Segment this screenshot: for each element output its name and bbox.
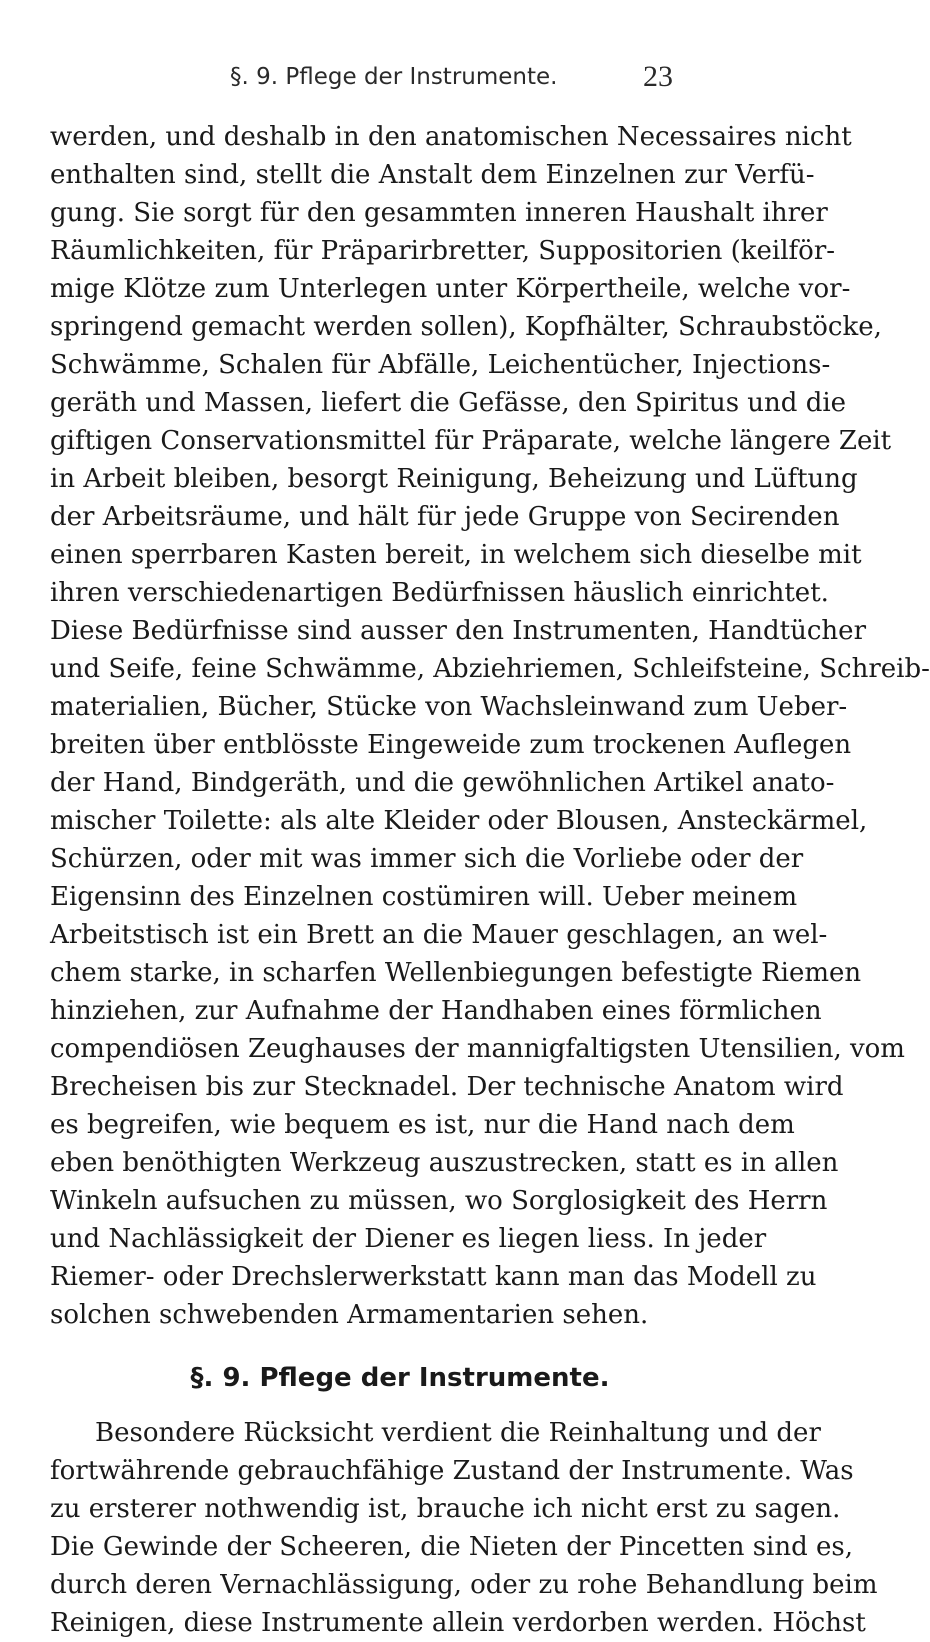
text-line: hinziehen, zur Aufnahme der Handhaben eines förmlichen [50, 996, 822, 1026]
text-line: und Seife, feine Schwämme, Abziehriemen, Schleifsteine, Schreib- [50, 654, 930, 684]
text-line: gung. Sie sorgt für den gesammten inneren Haushalt ihrer [50, 198, 828, 228]
running-header [0, 60, 800, 100]
text-line: durch deren Vernachlässigung, oder zu rohe Behandlung beim [50, 1570, 878, 1600]
text-line: giftigen Conservationsmittel für Präparate, welche längere Zeit [50, 426, 892, 456]
page-number: 23 [643, 60, 673, 93]
text-line: springend gemacht werden sollen), Kopfhälter, Schraubstöcke, [50, 312, 882, 342]
paragraph-2 [50, 1414, 878, 1642]
text-line: solchen schwebenden Armamentarien sehen. [50, 1300, 649, 1330]
text-line: Winkeln aufsuchen zu müssen, wo Sorglosigkeit des Herrn [50, 1186, 828, 1216]
text-line: fortwährende gebrauchfähige Zustand der Instrumente. Was [50, 1456, 854, 1486]
text-line: Eigensinn des Einzelnen costümiren will. Ueber meinem [50, 882, 798, 912]
text-line: ihren verschiedenartigen Bedürfnissen häuslich einrichtet. [50, 578, 829, 608]
text-line: Schwämme, Schalen für Abfälle, Leichentücher, Injections- [50, 350, 831, 380]
text-line: eben benöthigten Werkzeug auszustrecken, statt es in allen [50, 1148, 839, 1178]
text-line: und Nachlässigkeit der Diener es liegen liess. In jeder [50, 1224, 767, 1254]
running-title: §. 9. Pflege der Instrumente. [230, 64, 558, 90]
text-line: der Hand, Bindgeräth, und die gewöhnlichen Artikel anato- [50, 768, 835, 798]
text-line: Reinigen, diese Instrumente allein verdorben werden. Höchst [50, 1608, 866, 1638]
text-line: Diese Bedürfnisse sind ausser den Instrumenten, Handtücher [50, 616, 866, 646]
text-line: mischer Toilette: als alte Kleider oder Blousen, Ansteckärmel, [50, 806, 868, 836]
text-line: Schürzen, oder mit was immer sich die Vorliebe oder der [50, 844, 804, 874]
section-heading: §. 9. Pflege der Instrumente. [190, 1363, 610, 1393]
text-line: Die Gewinde der Scheeren, die Nieten der Pincetten sind es, [50, 1532, 854, 1562]
text-line: in Arbeit bleiben, besorgt Reinigung, Beheizung und Lüftung [50, 464, 858, 494]
text-line: mige Klötze zum Unterlegen unter Körpertheile, welche vor- [50, 274, 851, 304]
text-line: einen sperrbaren Kasten bereit, in welchem sich dieselbe mit [50, 540, 862, 570]
text-line: zu ersterer nothwendig ist, brauche ich nicht erst zu sagen. [50, 1494, 841, 1524]
text-line: geräth und Massen, liefert die Gefässe, den Spiritus und die [50, 388, 847, 418]
text-line: breiten über entblösste Eingeweide zum trockenen Auflegen [50, 730, 852, 760]
text-line: compendiösen Zeughauses der mannigfaltigsten Utensilien, vom [50, 1034, 905, 1064]
text-line: es begreifen, wie bequem es ist, nur die Hand nach dem [50, 1110, 795, 1140]
text-line: chem starke, in scharfen Wellenbiegungen befestigte Riemen [50, 958, 862, 988]
text-line: Arbeitstisch ist ein Brett an die Mauer geschlagen, an wel- [50, 920, 828, 950]
text-line: Besondere Rücksicht verdient die Reinhaltung und der [95, 1418, 821, 1448]
text-line: Riemer- oder Drechslerwerkstatt kann man das Modell zu [50, 1262, 817, 1292]
text-line: werden, und deshalb in den anatomischen Necessaires nicht [50, 122, 852, 152]
text-line: materialien, Bücher, Stücke von Wachsleinwand zum Ueber- [50, 692, 848, 722]
text-line: Brecheisen bis zur Stecknadel. Der technische Anatom wird [50, 1072, 844, 1102]
paragraph-1 [50, 118, 930, 1334]
text-line: enthalten sind, stellt die Anstalt dem Einzelnen zur Verfü- [50, 160, 815, 190]
text-line: Räumlichkeiten, für Präparirbretter, Suppositorien (keilför- [50, 236, 836, 266]
text-line: der Arbeitsräume, und hält für jede Gruppe von Secirenden [50, 502, 840, 532]
